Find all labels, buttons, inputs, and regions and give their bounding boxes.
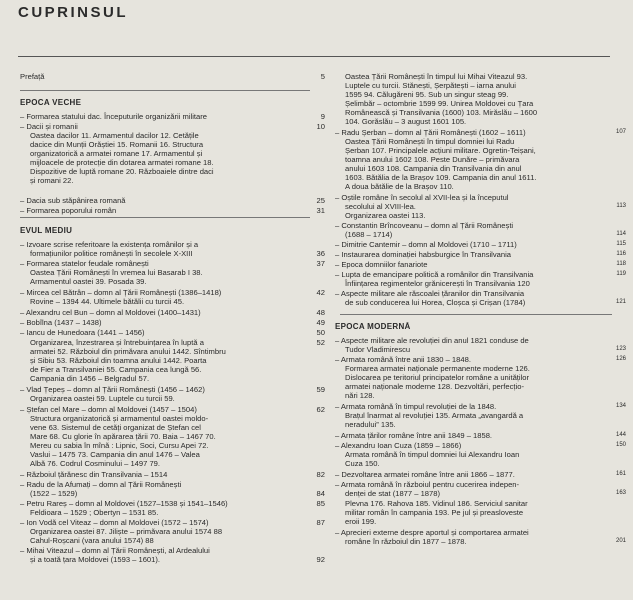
page-number: 84 (316, 489, 325, 498)
toc-entry-text: 1603. Bătălia de la Brașov 109. Campania din anul 1611. (345, 173, 537, 182)
toc-line (20, 196, 328, 205)
toc-entry-text: secolului al XVIII-lea. (345, 202, 416, 211)
toc-entry-text: Rovine – 1394 44. Ultimele bătălii cu turcii 45. (30, 297, 185, 306)
toc-line (335, 211, 627, 220)
toc-entry-text: formațiunilor politice românești în secolele X-XIII (30, 249, 193, 258)
toc-entry-text: armatei 52. Războiul din primăvara anului 1442. Sîntimbru (30, 347, 226, 356)
page-number: 150 (615, 442, 626, 448)
toc-entry-text: – Dimitrie Cantemir – domn al Moldovei (1710 – 1711) (335, 240, 517, 249)
toc-entry-text: Tudor Vladimirescu (345, 345, 411, 354)
toc-line (20, 347, 328, 356)
toc-entry-text: Plevna 176. Rahova 185. Vidinul 186. Serviciul sanitar (345, 499, 528, 508)
toc-line (335, 221, 627, 230)
section-divider (340, 314, 612, 315)
toc-line (20, 423, 328, 432)
toc-entry-text: Dispozitive de luptă romane 20. Războaiele dintre daci (30, 167, 214, 176)
toc-line (335, 489, 627, 498)
toc-line (20, 122, 328, 131)
toc-line (335, 345, 627, 354)
toc-entry-text: – Dacia sub stăpânirea romană (20, 196, 126, 205)
toc-line (20, 149, 328, 158)
page-number: 121 (615, 299, 626, 305)
toc-entry-text: – Iancu de Hunedoara (1441 – 1456) (20, 328, 145, 337)
toc-entry-text: anului 1603 108. Campania din Transilvania din anul (345, 164, 522, 173)
toc-line (20, 385, 328, 394)
toc-entry-text: A doua bătălie de la Brașov 110. (345, 182, 454, 191)
toc-line (335, 250, 627, 259)
toc-line (20, 480, 328, 489)
toc-entry-text: Oastea Țării Românești în vremea lui Basarab I 38. (30, 268, 203, 277)
page-number: 62 (316, 405, 325, 414)
toc-line (20, 158, 328, 167)
section-divider (20, 217, 310, 218)
toc-entry-text: – Epoca domniilor fanariote (335, 260, 428, 269)
toc-line (20, 140, 328, 149)
toc-line (20, 365, 328, 374)
page-number: 31 (316, 206, 325, 215)
toc-entry-text: Formarea armatei naționale permanente moderne 126. (345, 364, 530, 373)
section-heading (20, 98, 328, 107)
toc-entry-text: militar român în campania 193. Pe jul și preasloveste (345, 508, 524, 517)
toc-entry-text: Prefață (20, 72, 45, 81)
toc-line (335, 72, 627, 81)
toc-line (20, 259, 328, 268)
toc-entry-text: – Instaurarea dominației habsburgice în Transilvania (335, 250, 512, 259)
toc-line (20, 518, 328, 527)
toc-entry-text: Armata română în timpul domniei lui Alexandru Ioan (345, 450, 520, 459)
toc-line (335, 182, 627, 191)
toc-entry-text: – Aprecieri externe despre aportul și comportarea armatei (335, 528, 529, 537)
page-number: 123 (615, 346, 626, 352)
toc-line (335, 441, 627, 450)
toc-line (20, 338, 328, 347)
toc-line (335, 355, 627, 364)
toc-line (335, 289, 627, 298)
toc-entry-text: și romani 22. (30, 176, 74, 185)
toc-line (20, 249, 328, 258)
toc-line (335, 279, 627, 288)
toc-entry-text: – Radu Șerban – domn al Țării Românești (1602 – 1611) (335, 128, 526, 137)
page-number: 48 (316, 308, 325, 317)
toc-entry-text: – Armata țărilor române între anii 1849 – 1858. (335, 431, 493, 440)
title-rule (18, 56, 610, 57)
toc-entry-text: neradului” 135. (345, 420, 396, 429)
toc-entry-text: Brațul înarmat al revoluției 135. Armata „avangardă a (345, 411, 524, 420)
toc-entry-text: Albă 76. Codrul Cosminului – 1497 79. (30, 459, 161, 468)
toc-entry-text: Organizarea oastei 113. (345, 211, 426, 220)
toc-line (20, 508, 328, 517)
toc-line (335, 108, 627, 117)
toc-entry-text: Organizarea, înzestrarea și întrebuințarea în luptă a (30, 338, 204, 347)
page-number: 161 (615, 471, 626, 477)
page-number: 59 (316, 385, 325, 394)
toc-entry-text: – Dezvoltarea armatei române între anii 1866 – 1877. (335, 470, 515, 479)
page-number: 107 (615, 129, 626, 135)
toc-line (20, 268, 328, 277)
toc-entry-text: și a toată țara Moldovei (1593 – 1601). (30, 555, 161, 564)
page-number: 9 (320, 112, 325, 121)
toc-entry-text: și Sibiu 53. Războiul din toamna anului 1442. Poarta (30, 356, 207, 365)
toc-entry-text: Oastea dacilor 11. Armamentul dacilor 12. Cetățile (30, 131, 199, 140)
toc-entry-text: armatei naționale moderne 128. Dezvoltări, perfecțio- (345, 382, 524, 391)
toc-entry-text: Oastea Țării Românești în timpul domniei lui Radu (345, 137, 515, 146)
toc-entry-text: Organizarea oastei 87. Jiliște – primăvara anului 1574 88 (30, 527, 223, 536)
toc-line (335, 336, 627, 345)
page-number: 87 (316, 518, 325, 527)
toc-entry-text: Oastea Țării Românești în timpul lui Mihai Viteazul 93. (345, 72, 528, 81)
toc-line (335, 99, 627, 108)
toc-line (20, 394, 328, 403)
toc-entry-text: Dislocarea pe teritoriul principatelor române a unităților (345, 373, 530, 382)
toc-entry-text: Mereu cu sabia în mînă : Lipnic, Soci, Cursu Apei 72. (30, 441, 209, 450)
toc-entry-text: (1688 – 1714) (345, 230, 393, 239)
toc-line (20, 131, 328, 140)
toc-line (335, 164, 627, 173)
toc-entry-text: denței de stat (1877 – 1878) (345, 489, 440, 498)
page-number: 10 (316, 122, 325, 131)
page-number: 115 (616, 241, 626, 247)
toc-entry-text: organizatorică a armatei romane 17. Armamentul și (30, 149, 203, 158)
toc-entry-text: – Petru Rareș – domn al Moldovei (1527–1538 și 1541–1546) (20, 499, 228, 508)
toc-entry-text: – Formarea statului dac. Începuturile organizării militare (20, 112, 207, 121)
toc-line (20, 297, 328, 306)
toc-line (20, 318, 328, 327)
toc-entry-text: – Radu de la Afumați – domn al Țării Românești (20, 480, 182, 489)
toc-line (335, 128, 627, 137)
toc-line (335, 459, 627, 468)
toc-entry-text: – Oștile române în secolul al XVII-lea și la începutul (335, 193, 509, 202)
toc-entry-text: – Bobîlna (1437 – 1438) (20, 318, 102, 327)
toc-line (20, 555, 328, 564)
toc-line (20, 441, 328, 450)
toc-entry-text: Șerban 107. Principalele acțiuni militare. Ogretin-Teișani, (345, 146, 536, 155)
toc-entry-text: – Aspecte militare ale revoluției din anul 1821 conduse de (335, 336, 529, 345)
toc-line (335, 391, 627, 400)
toc-line (335, 528, 627, 537)
toc-entry-text: de Fier a Transilvaniei 55. Campania cea lungă 56. (30, 365, 202, 374)
page-number: 119 (616, 271, 626, 277)
toc-line (335, 117, 627, 126)
toc-line (335, 470, 627, 479)
page-number: 85 (316, 499, 325, 508)
toc-line (335, 402, 627, 411)
toc-line (335, 81, 627, 90)
toc-line (335, 382, 627, 391)
toc-entry-text: eroii 199. (345, 517, 377, 526)
toc-line (20, 536, 328, 545)
toc-entry-text: – Formarea statelor feudale românești (20, 259, 149, 268)
toc-line (20, 308, 328, 317)
toc-line (335, 431, 627, 440)
toc-entry-text: vene 63. Sistemul de cetăți organizat de Ștefan cel (30, 423, 201, 432)
toc-entry-text: – Mihai Viteazul – domn al Țării Românești, al Ardealului (20, 546, 210, 555)
toc-line (335, 517, 627, 526)
toc-entry-text: EPOCA MODERNĂ (335, 322, 411, 331)
page-number: 201 (615, 538, 626, 544)
toc-line (335, 364, 627, 373)
toc-line (20, 470, 328, 479)
toc-entry-text: Organizarea oastei 59. Luptele cu turcii 59. (30, 394, 175, 403)
toc-entry-text: – Războiul țărănesc din Transilvania – 1514 (20, 470, 168, 479)
toc-entry-text: – Constantin Brîncoveanu – domn al Țării Românești (335, 221, 514, 230)
page-number: 42 (316, 288, 325, 297)
toc-entry-text: Vaslui – 1475 73. Campania din anul 1476 – Valea (30, 450, 200, 459)
toc-line (20, 112, 328, 121)
toc-entry-text: Armamentul oastei 39. Posada 39. (30, 277, 147, 286)
toc-line (335, 240, 627, 249)
toc-entry-text: 104. Gorăslău – 3 august 1601 105. (345, 117, 467, 126)
page-number: 126 (615, 356, 626, 362)
toc-entry-text: 1595 94. Călugăreni 95. Sub un singur steag 99. (345, 90, 509, 99)
page-number: 114 (616, 231, 626, 237)
page-number: 163 (615, 490, 626, 496)
toc-line (335, 450, 627, 459)
toc-entry-text: Cuza 150. (345, 459, 380, 468)
toc-entry-text: Cahul-Roșcani (vara anului 1574) 88 (30, 536, 154, 545)
toc-entry-text: (1522 – 1529) (30, 489, 78, 498)
toc-entry-text: mijloacele de protecție din dotarea armatei romane 18. (30, 158, 214, 167)
toc-line (20, 432, 328, 441)
toc-line (20, 527, 328, 536)
toc-entry-text: – Mircea cel Bătrân – domn al Țării Românești (1386–1418) (20, 288, 222, 297)
toc-line (20, 414, 328, 423)
toc-line (335, 193, 627, 202)
section-divider (20, 90, 310, 91)
toc-line (20, 499, 328, 508)
section-heading (335, 322, 627, 331)
toc-line (335, 90, 627, 99)
toc-entry-text: de sub conducerea lui Horea, Cloșca și Crișan (1784) (345, 298, 526, 307)
toc-entry-text: – Armata română în timpul revoluției de la 1848. (335, 402, 497, 411)
page-number: 25 (316, 196, 325, 205)
page-number: 52 (316, 338, 325, 347)
toc-entry-text: române în războiul din 1877 – 1878. (345, 537, 467, 546)
toc-line (335, 420, 627, 429)
toc-line (20, 374, 328, 383)
toc-entry-text: – Vlad Țepeș – domn al Țării Românești (1456 – 1462) (20, 385, 205, 394)
toc-entry-text: – Dacii și romanii (20, 122, 78, 131)
toc-line (20, 546, 328, 555)
page-number: 113 (616, 203, 626, 209)
toc-line (335, 260, 627, 269)
toc-line (335, 411, 627, 420)
page-number: 92 (316, 555, 325, 564)
toc-entry-text: – Lupta de emancipare politică a românilor din Transilvania (335, 270, 534, 279)
toc-line (20, 489, 328, 498)
section-heading (20, 226, 328, 235)
toc-line (20, 240, 328, 249)
toc-entry-text: nări 128. (345, 391, 375, 400)
toc-line (335, 270, 627, 279)
toc-line (335, 137, 627, 146)
toc-line (335, 499, 627, 508)
toc-line (335, 480, 627, 489)
toc-line (335, 155, 627, 164)
toc-entry-text: dacice din Munții Orăștiei 15. Romanii 16. Structura (30, 140, 204, 149)
toc-line (335, 537, 627, 546)
toc-entry-text: – Izvoare scrise referitoare la existența românilor și a (20, 240, 199, 249)
toc-line (20, 459, 328, 468)
toc-entry-text: toamna anului 1602 108. Peste Dunăre – primăvara (345, 155, 520, 164)
toc-line (20, 277, 328, 286)
toc-line (20, 450, 328, 459)
toc-line (335, 298, 627, 307)
toc-line (20, 405, 328, 414)
page-number: 5 (320, 72, 325, 81)
toc-line (20, 356, 328, 365)
toc-line (335, 373, 627, 382)
page-title: CUPRINSUL (18, 4, 129, 21)
toc-line (20, 167, 328, 176)
toc-entry-text: EPOCA VECHE (20, 98, 82, 107)
toc-entry-text: Campania din 1456 – Belgradul 57. (30, 374, 150, 383)
toc-entry-text: Luptele cu turcii. Stănești, Șerpătești – iarna anului (345, 81, 516, 90)
toc-line (335, 508, 627, 517)
toc-line (335, 230, 627, 239)
toc-entry-text: – Armata română între anii 1830 – 1848. (335, 355, 471, 364)
toc-entry-text: Mare 68. Cu glorie în apărarea țării 70. Baia – 1467 70. (30, 432, 216, 441)
toc-line (335, 202, 627, 211)
toc-entry-text: – Alexandru Ioan Cuza (1859 – 1866) (335, 441, 462, 450)
toc-entry-text: – Ion Vodă cel Viteaz – domn al Moldovei (1572 – 1574) (20, 518, 209, 527)
toc-entry-text: – Ștefan cel Mare – domn al Moldovei (1457 – 1504) (20, 405, 197, 414)
page-number: 82 (316, 470, 325, 479)
toc-entry-text: Românească și Transilvania (1600) 103. Mirăslău – 1600 (345, 108, 538, 117)
toc-entry-text: Înființarea regimentelor grănicerești în Transilvania 120 (345, 279, 530, 288)
toc-entry-text: EVUL MEDIU (20, 226, 73, 235)
page-number: 144 (615, 432, 626, 438)
page-number: 118 (616, 261, 626, 267)
toc-line (20, 72, 328, 81)
page-number: 116 (616, 251, 626, 257)
toc-entry-text: Structura organizatorică și armamentul oastei moldo- (30, 414, 209, 423)
toc-line (20, 176, 328, 185)
toc-line (335, 173, 627, 182)
toc-entry-text: Feldioara – 1529 ; Obertyn – 1531 85. (30, 508, 159, 517)
toc-entry-text: – Aspecte militare ale răscoalei țăranilor din Transilvania (335, 289, 525, 298)
toc-line (335, 146, 627, 155)
page-number: 37 (316, 259, 325, 268)
toc-entry-text: – Formarea poporului român (20, 206, 117, 215)
toc-line (20, 206, 328, 215)
page-number: 50 (316, 328, 325, 337)
toc-entry-text: Șelimbăr – octombrie 1599 99. Unirea Moldovei cu Țara (345, 99, 534, 108)
toc-entry-text: – Alexandru cel Bun – domn al Moldovei (1400–1431) (20, 308, 201, 317)
page-number: 36 (316, 249, 325, 258)
page-number: 134 (615, 403, 626, 409)
toc-line (20, 328, 328, 337)
page-number: 49 (316, 318, 325, 327)
toc-line (20, 288, 328, 297)
toc-entry-text: – Armata română în războiul pentru cucerirea indepen- (335, 480, 520, 489)
